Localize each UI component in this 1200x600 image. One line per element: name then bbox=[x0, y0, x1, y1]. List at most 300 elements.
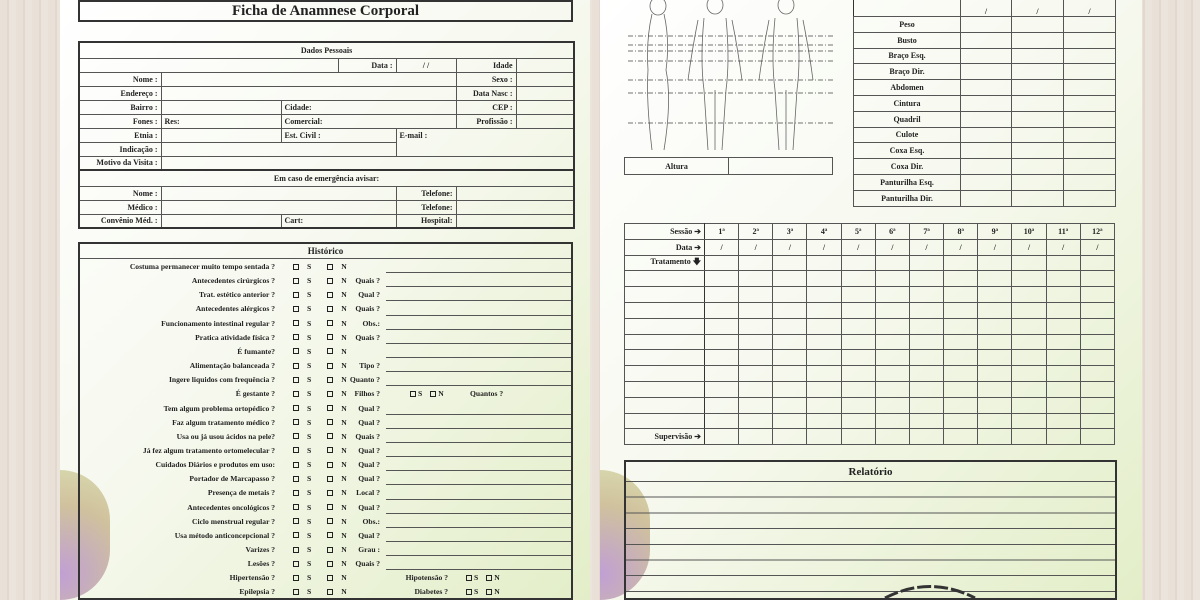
supervision-cell[interactable] bbox=[773, 429, 807, 445]
medida-field[interactable] bbox=[1064, 190, 1116, 206]
medida-field[interactable] bbox=[961, 80, 1012, 96]
data-nasc-field[interactable] bbox=[516, 86, 574, 100]
checkbox-icon[interactable] bbox=[327, 518, 333, 524]
treatment-cell[interactable] bbox=[739, 255, 773, 271]
treatment-cell[interactable] bbox=[739, 366, 773, 382]
checkbox-icon[interactable] bbox=[327, 348, 333, 354]
treatment-cell[interactable] bbox=[841, 271, 875, 287]
medida-field[interactable] bbox=[1012, 159, 1064, 175]
checkbox-icon[interactable] bbox=[293, 306, 299, 312]
session-date-field[interactable]: / bbox=[978, 239, 1012, 255]
hospital-field[interactable] bbox=[456, 214, 574, 228]
est-civil-field[interactable]: Est. Civil : bbox=[281, 128, 396, 142]
filhos-no-option[interactable] bbox=[430, 389, 443, 398]
medidas-date-field[interactable]: / bbox=[1012, 0, 1064, 17]
motivo-field[interactable] bbox=[161, 156, 574, 170]
checkbox-icon[interactable] bbox=[327, 419, 333, 425]
treatment-cell[interactable] bbox=[705, 413, 739, 429]
supervision-cell[interactable] bbox=[807, 429, 841, 445]
medida-field[interactable] bbox=[1012, 64, 1064, 80]
treatment-cell[interactable] bbox=[841, 397, 875, 413]
treatment-cell[interactable] bbox=[875, 381, 909, 397]
session-date-field[interactable]: / bbox=[739, 239, 773, 255]
checkbox-icon[interactable] bbox=[293, 278, 299, 284]
treatment-cell[interactable] bbox=[875, 255, 909, 271]
treatment-cell[interactable] bbox=[807, 366, 841, 382]
checkbox-icon[interactable] bbox=[293, 334, 299, 340]
medida-field[interactable] bbox=[1064, 174, 1116, 190]
treatment-cell[interactable] bbox=[739, 413, 773, 429]
checkbox-icon[interactable] bbox=[327, 561, 333, 567]
answer-no-option[interactable] bbox=[327, 503, 354, 512]
answer-no-option[interactable] bbox=[327, 319, 354, 328]
supervision-cell[interactable] bbox=[944, 429, 978, 445]
session-date-field[interactable]: / bbox=[1012, 239, 1046, 255]
checkbox-icon[interactable] bbox=[327, 447, 333, 453]
treatment-cell[interactable] bbox=[841, 255, 875, 271]
supervision-cell[interactable] bbox=[1012, 429, 1046, 445]
treatment-cell[interactable] bbox=[773, 271, 807, 287]
answer-no-option[interactable] bbox=[486, 573, 499, 582]
treatment-cell[interactable] bbox=[807, 397, 841, 413]
answer-yes-option[interactable] bbox=[293, 276, 319, 285]
checkbox-icon[interactable] bbox=[293, 476, 299, 482]
medico-field[interactable] bbox=[161, 200, 396, 214]
treatment-cell[interactable] bbox=[739, 302, 773, 318]
filhos-yes-option[interactable] bbox=[410, 389, 422, 398]
treatment-cell[interactable] bbox=[739, 381, 773, 397]
treatment-cell[interactable] bbox=[705, 366, 739, 382]
treatment-cell[interactable] bbox=[807, 318, 841, 334]
checkbox-icon[interactable] bbox=[293, 377, 299, 383]
treatment-cell[interactable] bbox=[978, 350, 1012, 366]
checkbox-icon[interactable] bbox=[293, 348, 299, 354]
medida-field[interactable] bbox=[1064, 127, 1116, 143]
profissao-field[interactable] bbox=[516, 114, 574, 128]
treatment-cell[interactable] bbox=[773, 318, 807, 334]
medidas-date-field[interactable]: / bbox=[1064, 0, 1116, 17]
answer-no-option[interactable] bbox=[327, 389, 354, 398]
checkbox-icon[interactable] bbox=[327, 589, 333, 595]
checkbox-icon[interactable] bbox=[293, 292, 299, 298]
treatment-cell[interactable] bbox=[875, 350, 909, 366]
answer-no-option[interactable] bbox=[327, 404, 354, 413]
medida-field[interactable] bbox=[961, 159, 1012, 175]
treatment-cell[interactable] bbox=[705, 287, 739, 303]
convenio-field[interactable] bbox=[161, 214, 281, 228]
treatment-cell[interactable] bbox=[944, 334, 978, 350]
emerg-telefone-field[interactable] bbox=[456, 186, 574, 200]
treatment-cell[interactable] bbox=[807, 255, 841, 271]
treatment-cell[interactable] bbox=[773, 366, 807, 382]
treatment-cell[interactable] bbox=[807, 271, 841, 287]
treatment-cell[interactable] bbox=[909, 397, 943, 413]
answer-no-option[interactable] bbox=[327, 304, 354, 313]
answer-yes-option[interactable] bbox=[293, 319, 319, 328]
session-date-field[interactable]: / bbox=[807, 239, 841, 255]
checkbox-icon[interactable] bbox=[430, 391, 436, 397]
checkbox-icon[interactable] bbox=[410, 391, 416, 397]
answer-yes-option[interactable] bbox=[293, 446, 319, 455]
answer-yes-option[interactable] bbox=[293, 347, 319, 356]
treatment-cell[interactable] bbox=[841, 381, 875, 397]
medida-field[interactable] bbox=[1064, 95, 1116, 111]
medida-field[interactable] bbox=[961, 64, 1012, 80]
medida-field[interactable] bbox=[1064, 143, 1116, 159]
treatment-cell[interactable] bbox=[841, 302, 875, 318]
medida-field[interactable] bbox=[961, 174, 1012, 190]
idade-field[interactable] bbox=[516, 58, 574, 72]
medida-field[interactable] bbox=[1012, 174, 1064, 190]
checkbox-icon[interactable] bbox=[293, 363, 299, 369]
treatment-cell[interactable] bbox=[773, 255, 807, 271]
treatment-cell[interactable] bbox=[875, 397, 909, 413]
checkbox-icon[interactable] bbox=[293, 575, 299, 581]
treatment-cell[interactable] bbox=[841, 413, 875, 429]
checkbox-icon[interactable] bbox=[293, 320, 299, 326]
treatment-cell[interactable] bbox=[1080, 302, 1114, 318]
checkbox-icon[interactable] bbox=[293, 561, 299, 567]
medida-field[interactable] bbox=[1064, 64, 1116, 80]
treatment-cell[interactable] bbox=[1046, 255, 1080, 271]
session-date-field[interactable]: / bbox=[944, 239, 978, 255]
checkbox-icon[interactable] bbox=[327, 476, 333, 482]
treatment-cell[interactable] bbox=[739, 350, 773, 366]
bairro-field[interactable] bbox=[161, 100, 281, 114]
checkbox-icon[interactable] bbox=[466, 589, 472, 595]
answer-yes-option[interactable] bbox=[466, 587, 478, 596]
treatment-cell[interactable] bbox=[978, 302, 1012, 318]
endereco-field[interactable] bbox=[161, 86, 456, 100]
treatment-cell[interactable] bbox=[705, 350, 739, 366]
medico-telefone-field[interactable] bbox=[456, 200, 574, 214]
treatment-cell[interactable] bbox=[909, 381, 943, 397]
medida-field[interactable] bbox=[1064, 111, 1116, 127]
supervision-cell[interactable] bbox=[1046, 429, 1080, 445]
medida-field[interactable] bbox=[1064, 32, 1116, 48]
treatment-cell[interactable] bbox=[705, 271, 739, 287]
treatment-cell[interactable] bbox=[944, 318, 978, 334]
answer-no-option[interactable] bbox=[327, 432, 354, 441]
treatment-cell[interactable] bbox=[773, 397, 807, 413]
medida-field[interactable] bbox=[961, 17, 1012, 33]
treatment-cell[interactable] bbox=[773, 334, 807, 350]
answer-no-option[interactable] bbox=[327, 276, 354, 285]
treatment-cell[interactable] bbox=[739, 334, 773, 350]
answer-yes-option[interactable] bbox=[293, 474, 319, 483]
treatment-cell[interactable] bbox=[705, 397, 739, 413]
treatment-cell[interactable] bbox=[978, 366, 1012, 382]
treatment-cell[interactable] bbox=[1046, 271, 1080, 287]
treatment-cell[interactable] bbox=[1012, 413, 1046, 429]
checkbox-icon[interactable] bbox=[327, 334, 333, 340]
supervision-cell[interactable] bbox=[705, 429, 739, 445]
session-date-field[interactable]: / bbox=[1046, 239, 1080, 255]
treatment-cell[interactable] bbox=[807, 302, 841, 318]
medida-field[interactable] bbox=[1064, 80, 1116, 96]
treatment-cell[interactable] bbox=[1012, 318, 1046, 334]
treatment-cell[interactable] bbox=[1046, 302, 1080, 318]
checkbox-icon[interactable] bbox=[327, 575, 333, 581]
treatment-cell[interactable] bbox=[1012, 255, 1046, 271]
supervision-cell[interactable] bbox=[909, 429, 943, 445]
checkbox-icon[interactable] bbox=[293, 589, 299, 595]
answer-yes-option[interactable] bbox=[293, 290, 319, 299]
answer-no-option[interactable] bbox=[327, 559, 354, 568]
treatment-cell[interactable] bbox=[1046, 397, 1080, 413]
medida-field[interactable] bbox=[961, 48, 1012, 64]
session-date-field[interactable]: / bbox=[909, 239, 943, 255]
treatment-cell[interactable] bbox=[909, 350, 943, 366]
medida-field[interactable] bbox=[1064, 48, 1116, 64]
treatment-cell[interactable] bbox=[739, 287, 773, 303]
medida-field[interactable] bbox=[961, 32, 1012, 48]
supervision-cell[interactable] bbox=[1080, 429, 1114, 445]
answer-yes-option[interactable] bbox=[466, 573, 478, 582]
treatment-cell[interactable] bbox=[978, 334, 1012, 350]
treatment-cell[interactable] bbox=[739, 271, 773, 287]
treatment-cell[interactable] bbox=[875, 334, 909, 350]
medida-field[interactable] bbox=[1012, 48, 1064, 64]
checkbox-icon[interactable] bbox=[486, 575, 492, 581]
treatment-cell[interactable] bbox=[807, 334, 841, 350]
checkbox-icon[interactable] bbox=[293, 433, 299, 439]
answer-no-option[interactable] bbox=[327, 474, 354, 483]
answer-no-option[interactable] bbox=[327, 418, 354, 427]
email-field[interactable]: E-mail : bbox=[396, 128, 574, 156]
answer-no-option[interactable] bbox=[327, 517, 354, 526]
treatment-cell[interactable] bbox=[944, 271, 978, 287]
answer-yes-option[interactable] bbox=[293, 418, 319, 427]
checkbox-icon[interactable] bbox=[293, 391, 299, 397]
answer-no-option[interactable] bbox=[327, 347, 354, 356]
medida-field[interactable] bbox=[961, 111, 1012, 127]
answer-no-option[interactable] bbox=[327, 446, 354, 455]
medida-field[interactable] bbox=[1012, 17, 1064, 33]
answer-no-option[interactable] bbox=[327, 545, 354, 554]
treatment-cell[interactable] bbox=[978, 287, 1012, 303]
treatment-cell[interactable] bbox=[1080, 350, 1114, 366]
treatment-cell[interactable] bbox=[705, 255, 739, 271]
answer-no-option[interactable] bbox=[327, 290, 354, 299]
checkbox-icon[interactable] bbox=[327, 462, 333, 468]
answer-yes-option[interactable] bbox=[293, 262, 319, 271]
treatment-cell[interactable] bbox=[705, 334, 739, 350]
checkbox-icon[interactable] bbox=[293, 462, 299, 468]
checkbox-icon[interactable] bbox=[293, 547, 299, 553]
medida-field[interactable] bbox=[1064, 17, 1116, 33]
supervision-cell[interactable] bbox=[739, 429, 773, 445]
medida-field[interactable] bbox=[1012, 143, 1064, 159]
treatment-cell[interactable] bbox=[944, 350, 978, 366]
treatment-cell[interactable] bbox=[1012, 397, 1046, 413]
treatment-cell[interactable] bbox=[1080, 413, 1114, 429]
treatment-cell[interactable] bbox=[978, 381, 1012, 397]
treatment-cell[interactable] bbox=[705, 302, 739, 318]
treatment-cell[interactable] bbox=[944, 413, 978, 429]
checkbox-icon[interactable] bbox=[327, 320, 333, 326]
medida-field[interactable] bbox=[1012, 80, 1064, 96]
checkbox-icon[interactable] bbox=[293, 264, 299, 270]
sexo-field[interactable] bbox=[516, 72, 574, 86]
treatment-cell[interactable] bbox=[841, 366, 875, 382]
checkbox-icon[interactable] bbox=[486, 589, 492, 595]
answer-no-option[interactable] bbox=[327, 587, 354, 596]
treatment-cell[interactable] bbox=[1046, 381, 1080, 397]
treatment-cell[interactable] bbox=[1080, 381, 1114, 397]
data-field[interactable]: / / bbox=[396, 58, 456, 72]
treatment-cell[interactable] bbox=[875, 366, 909, 382]
fone-res-field[interactable]: Res: bbox=[161, 114, 281, 128]
treatment-cell[interactable] bbox=[909, 271, 943, 287]
medidas-date-field[interactable]: / bbox=[961, 0, 1012, 17]
indicacao-field[interactable] bbox=[161, 142, 396, 156]
treatment-cell[interactable] bbox=[841, 318, 875, 334]
medida-field[interactable] bbox=[1012, 190, 1064, 206]
relatorio-lines[interactable] bbox=[626, 482, 1115, 598]
medida-field[interactable] bbox=[1012, 111, 1064, 127]
treatment-cell[interactable] bbox=[978, 271, 1012, 287]
treatment-cell[interactable] bbox=[978, 255, 1012, 271]
medida-field[interactable] bbox=[1064, 159, 1116, 175]
answer-yes-option[interactable] bbox=[293, 573, 319, 582]
medida-field[interactable] bbox=[1012, 95, 1064, 111]
answer-yes-option[interactable] bbox=[293, 517, 319, 526]
answer-yes-option[interactable] bbox=[293, 389, 319, 398]
treatment-cell[interactable] bbox=[1012, 334, 1046, 350]
treatment-cell[interactable] bbox=[1080, 255, 1114, 271]
answer-no-option[interactable] bbox=[327, 361, 354, 370]
answer-yes-option[interactable] bbox=[293, 587, 319, 596]
treatment-cell[interactable] bbox=[1012, 287, 1046, 303]
session-date-field[interactable]: / bbox=[1080, 239, 1114, 255]
checkbox-icon[interactable] bbox=[327, 532, 333, 538]
treatment-cell[interactable] bbox=[944, 366, 978, 382]
session-date-field[interactable]: / bbox=[841, 239, 875, 255]
checkbox-icon[interactable] bbox=[327, 278, 333, 284]
treatment-cell[interactable] bbox=[1046, 334, 1080, 350]
treatment-cell[interactable] bbox=[1046, 318, 1080, 334]
treatment-cell[interactable] bbox=[944, 287, 978, 303]
supervision-cell[interactable] bbox=[841, 429, 875, 445]
answer-no-option[interactable] bbox=[327, 573, 354, 582]
answer-yes-option[interactable] bbox=[293, 488, 319, 497]
cidade-field[interactable]: Cidade: bbox=[281, 100, 456, 114]
treatment-cell[interactable] bbox=[739, 318, 773, 334]
answer-yes-option[interactable] bbox=[293, 304, 319, 313]
session-date-field[interactable]: / bbox=[773, 239, 807, 255]
medida-field[interactable] bbox=[961, 190, 1012, 206]
treatment-cell[interactable] bbox=[773, 350, 807, 366]
treatment-cell[interactable] bbox=[909, 255, 943, 271]
checkbox-icon[interactable] bbox=[293, 518, 299, 524]
answer-yes-option[interactable] bbox=[293, 361, 319, 370]
treatment-cell[interactable] bbox=[944, 302, 978, 318]
treatment-cell[interactable] bbox=[807, 287, 841, 303]
checkbox-icon[interactable] bbox=[327, 264, 333, 270]
treatment-cell[interactable] bbox=[1080, 397, 1114, 413]
checkbox-icon[interactable] bbox=[327, 405, 333, 411]
treatment-cell[interactable] bbox=[944, 255, 978, 271]
treatment-cell[interactable] bbox=[978, 413, 1012, 429]
treatment-cell[interactable] bbox=[773, 413, 807, 429]
treatment-cell[interactable] bbox=[978, 318, 1012, 334]
checkbox-icon[interactable] bbox=[293, 532, 299, 538]
checkbox-icon[interactable] bbox=[293, 405, 299, 411]
treatment-cell[interactable] bbox=[841, 350, 875, 366]
checkbox-icon[interactable] bbox=[327, 504, 333, 510]
checkbox-icon[interactable] bbox=[327, 490, 333, 496]
nome-field[interactable] bbox=[161, 72, 456, 86]
treatment-cell[interactable] bbox=[944, 381, 978, 397]
treatment-cell[interactable] bbox=[773, 302, 807, 318]
supervision-cell[interactable] bbox=[978, 429, 1012, 445]
medida-field[interactable] bbox=[1012, 127, 1064, 143]
cep-field[interactable] bbox=[516, 100, 574, 114]
treatment-cell[interactable] bbox=[909, 366, 943, 382]
checkbox-icon[interactable] bbox=[293, 447, 299, 453]
answer-yes-option[interactable] bbox=[293, 432, 319, 441]
treatment-cell[interactable] bbox=[909, 334, 943, 350]
treatment-cell[interactable] bbox=[705, 381, 739, 397]
answer-yes-option[interactable] bbox=[293, 404, 319, 413]
session-date-field[interactable]: / bbox=[875, 239, 909, 255]
treatment-cell[interactable] bbox=[773, 287, 807, 303]
checkbox-icon[interactable] bbox=[293, 490, 299, 496]
treatment-cell[interactable] bbox=[1046, 350, 1080, 366]
treatment-cell[interactable] bbox=[841, 287, 875, 303]
checkbox-icon[interactable] bbox=[327, 433, 333, 439]
treatment-cell[interactable] bbox=[909, 413, 943, 429]
answer-yes-option[interactable] bbox=[293, 503, 319, 512]
answer-no-option[interactable] bbox=[327, 460, 354, 469]
treatment-cell[interactable] bbox=[1046, 287, 1080, 303]
treatment-cell[interactable] bbox=[1080, 271, 1114, 287]
checkbox-icon[interactable] bbox=[466, 575, 472, 581]
medida-field[interactable] bbox=[961, 95, 1012, 111]
answer-no-option[interactable] bbox=[486, 587, 499, 596]
treatment-cell[interactable] bbox=[909, 318, 943, 334]
answer-no-option[interactable] bbox=[327, 262, 354, 271]
answer-yes-option[interactable] bbox=[293, 545, 319, 554]
checkbox-icon[interactable] bbox=[293, 419, 299, 425]
checkbox-icon[interactable] bbox=[327, 306, 333, 312]
treatment-cell[interactable] bbox=[1080, 334, 1114, 350]
answer-no-option[interactable] bbox=[327, 531, 354, 540]
answer-no-option[interactable] bbox=[327, 488, 354, 497]
answer-yes-option[interactable] bbox=[293, 531, 319, 540]
cart-field[interactable]: Cart: bbox=[281, 214, 396, 228]
treatment-cell[interactable] bbox=[875, 413, 909, 429]
checkbox-icon[interactable] bbox=[327, 547, 333, 553]
medida-field[interactable] bbox=[961, 127, 1012, 143]
treatment-cell[interactable] bbox=[705, 318, 739, 334]
treatment-cell[interactable] bbox=[773, 381, 807, 397]
checkbox-icon[interactable] bbox=[327, 377, 333, 383]
treatment-cell[interactable] bbox=[909, 302, 943, 318]
treatment-cell[interactable] bbox=[944, 397, 978, 413]
answer-yes-option[interactable] bbox=[293, 333, 319, 342]
emerg-nome-field[interactable] bbox=[161, 186, 396, 200]
treatment-cell[interactable] bbox=[1012, 381, 1046, 397]
answer-yes-option[interactable] bbox=[293, 559, 319, 568]
altura-field[interactable] bbox=[729, 158, 833, 175]
treatment-cell[interactable] bbox=[1046, 366, 1080, 382]
checkbox-icon[interactable] bbox=[327, 292, 333, 298]
fone-comercial-field[interactable]: Comercial: bbox=[281, 114, 456, 128]
treatment-cell[interactable] bbox=[1046, 413, 1080, 429]
medida-field[interactable] bbox=[1012, 32, 1064, 48]
